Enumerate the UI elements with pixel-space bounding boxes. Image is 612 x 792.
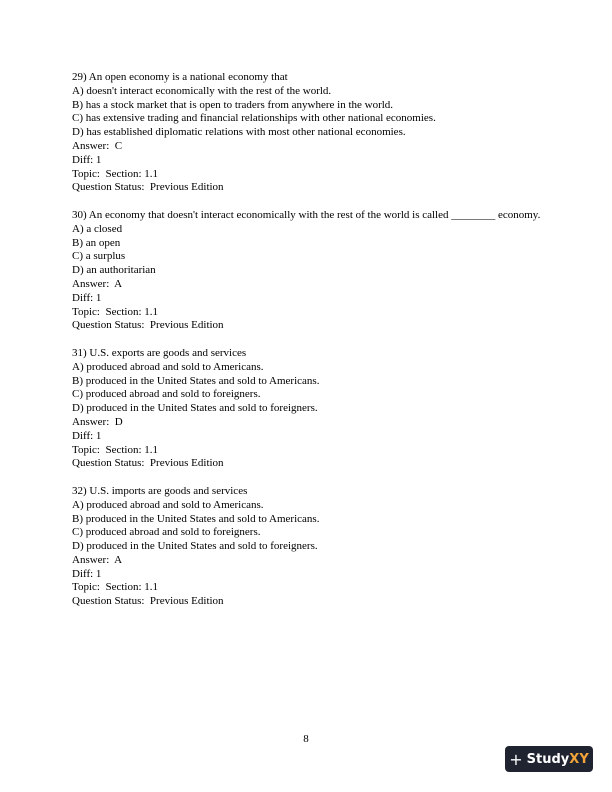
answer: Answer: A	[72, 277, 123, 290]
watermark-brand-study: Study	[526, 751, 570, 767]
option-d: D) produced in the United States and sold to foreigners.	[72, 402, 318, 415]
option-d: D) an authoritarian	[72, 264, 156, 277]
option-b: B) has a stock market that is open to traders from anywhere in the world.	[72, 98, 394, 111]
option-d: D) produced in the United States and sold to foreigners.	[72, 540, 318, 553]
topic: Topic: Section: 1.1	[72, 581, 158, 594]
answer: Answer: D	[72, 415, 123, 428]
option-d: D) has established diplomatic relations with most other national economies.	[72, 126, 406, 139]
option-a: A) produced abroad and sold to Americans.	[72, 360, 264, 373]
question-status: Question Status: Previous Edition	[72, 181, 224, 194]
option-b: B) produced in the United States and sold to Americans.	[72, 374, 320, 387]
option-c: C) produced abroad and sold to foreigners.	[72, 388, 261, 401]
question-30	[72, 209, 542, 333]
difficulty: Diff: 1	[72, 567, 102, 580]
watermark-brand-xy: XY	[569, 751, 589, 767]
question-status: Question Status: Previous Edition	[72, 595, 224, 608]
question-stem: 32) U.S. imports are goods and services	[72, 484, 248, 497]
option-c: C) produced abroad and sold to foreigners.	[72, 526, 261, 539]
studyxy-watermark[interactable]	[505, 746, 593, 772]
difficulty: Diff: 1	[72, 291, 102, 304]
question-stem: 30) An economy that doesn't interact economically with the rest of the world is called ________ economy.	[72, 208, 541, 221]
option-c: C) a surplus	[72, 250, 126, 263]
option-c: C) has extensive trading and financial relationships with other national economies.	[72, 112, 436, 125]
option-a: A) produced abroad and sold to Americans.	[72, 498, 264, 511]
topic: Topic: Section: 1.1	[72, 167, 158, 180]
question-32	[72, 485, 542, 609]
option-b: B) produced in the United States and sold to Americans.	[72, 512, 320, 525]
question-status: Question Status: Previous Edition	[72, 319, 224, 332]
answer: Answer: C	[72, 139, 123, 152]
difficulty: Diff: 1	[72, 153, 102, 166]
topic: Topic: Section: 1.1	[72, 305, 158, 318]
question-status: Question Status: Previous Edition	[72, 457, 224, 470]
question-stem: 31) U.S. exports are goods and services	[72, 346, 247, 359]
topic: Topic: Section: 1.1	[72, 443, 158, 456]
question-stem: 29) An open economy is a national economy that	[72, 71, 288, 83]
document-body	[72, 71, 542, 623]
question-29	[72, 71, 542, 195]
option-a: A) a closed	[72, 222, 123, 235]
plus-icon: +	[509, 749, 523, 769]
answer: Answer: A	[72, 553, 123, 566]
option-a: A) doesn't interact economically with the rest of the world.	[72, 84, 332, 97]
page-number: 8	[303, 733, 309, 745]
question-31	[72, 347, 542, 471]
option-b: B) an open	[72, 236, 121, 249]
difficulty: Diff: 1	[72, 429, 102, 442]
